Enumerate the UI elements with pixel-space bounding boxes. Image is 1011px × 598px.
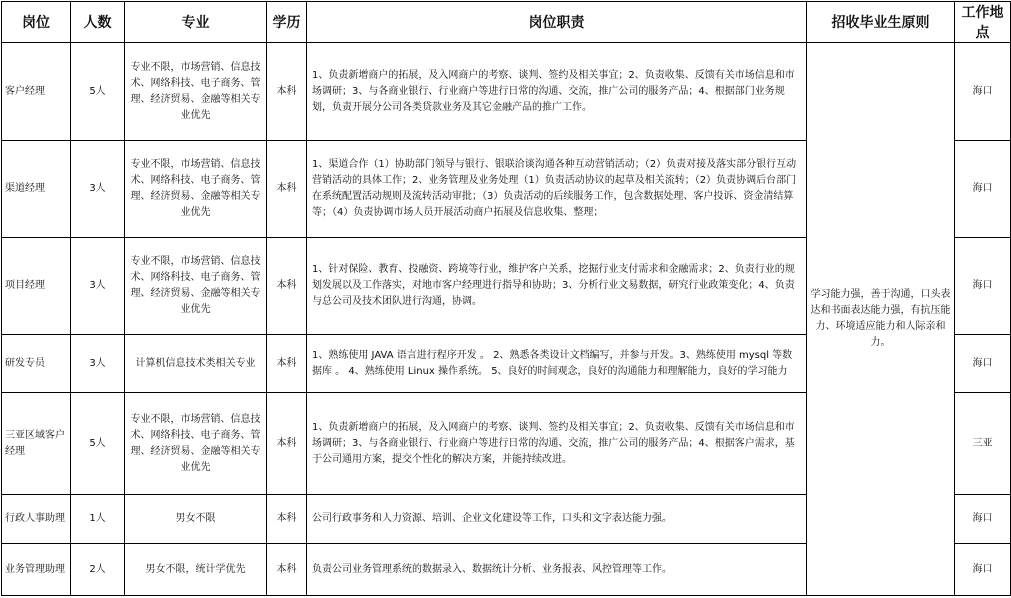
- cell-position: 研发专员: [2, 335, 71, 393]
- cell-position: 三亚区域客户经理: [2, 393, 71, 495]
- cell-duties: 公司行政事务和人力资源、培训、企业文化建设等工作，口头和文字表达能力强。: [307, 495, 807, 544]
- cell-location: 海口: [955, 495, 1011, 544]
- cell-major: 计算机信息技术类相关专业: [125, 335, 267, 393]
- header-row: [2, 2, 1011, 43]
- header-count: 人数: [71, 2, 125, 43]
- cell-major: 男女不限，统计学优先: [125, 544, 267, 596]
- cell-major: 专业不限，市场营销、信息技术、网络科技、电子商务、管理、经济贸易、金融等相关专业优先: [125, 43, 267, 141]
- cell-position: 项目经理: [2, 238, 71, 335]
- cell-education: 本科: [267, 141, 307, 238]
- cell-education: 本科: [267, 393, 307, 495]
- cell-count: 5人: [71, 43, 125, 141]
- header-duties: 岗位职责: [307, 2, 807, 43]
- cell-major: 专业不限，市场营销、信息技术、网络科技、电子商务、管理、经济贸易、金融等相关专业优先: [125, 141, 267, 238]
- cell-major: 专业不限，市场营销、信息技术、网络科技、电子商务、管理、经济贸易、金融等相关专业优先: [125, 393, 267, 495]
- cell-location: 三亚: [955, 393, 1011, 495]
- cell-count: 3人: [71, 335, 125, 393]
- cell-count: 2人: [71, 544, 125, 596]
- cell-education: 本科: [267, 238, 307, 335]
- cell-count: 3人: [71, 238, 125, 335]
- cell-major: 男女不限: [125, 495, 267, 544]
- header-principle: 招收毕业生原则: [807, 2, 955, 43]
- cell-position: 渠道经理: [2, 141, 71, 238]
- cell-location: 海口: [955, 238, 1011, 335]
- cell-position: 客户经理: [2, 43, 71, 141]
- cell-duties: 负责公司业务管理系统的数据录入、数据统计分析、业务报表、风控管理等工作。: [307, 544, 807, 596]
- cell-position: 业务管理助理: [2, 544, 71, 596]
- cell-location: 海口: [955, 141, 1011, 238]
- header-position: 岗位: [2, 2, 71, 43]
- cell-principle: 学习能力强，善于沟通，口头表达和书面表达能力强，有抗压能力、环境适应能力和人际亲和力。: [807, 43, 955, 596]
- cell-count: 3人: [71, 141, 125, 238]
- cell-education: 本科: [267, 335, 307, 393]
- recruitment-table: [1, 1, 1011, 596]
- cell-count: 5人: [71, 393, 125, 495]
- cell-location: 海口: [955, 335, 1011, 393]
- cell-location: 海口: [955, 43, 1011, 141]
- cell-major: 专业不限，市场营销、信息技术、网络科技、电子商务、管理、经济贸易、金融等相关专业优先: [125, 238, 267, 335]
- cell-count: 1人: [71, 495, 125, 544]
- header-location: 工作地点: [955, 2, 1011, 43]
- cell-education: 本科: [267, 495, 307, 544]
- cell-duties: 1、针对保险、教育、投融资、跨境等行业，维护客户关系，挖掘行业支付需求和金融需求；2、负责行业的规划发展以及工作落实，对地市客户经理进行指导和协助；3、分析行业文易数据，研究行业政策变化；4、负责与总公司及技术团队进行沟通，协调。: [307, 238, 807, 335]
- cell-location: 海口: [955, 544, 1011, 596]
- table-row: [2, 43, 1011, 141]
- cell-duties: 1、负责新增商户的拓展，及入网商户的考察、谈判、签约及相关事宜；2、负责收集、反馈有关市场信息和市场调研；3、与各商业银行、行业商户等进行日常的沟通、交流，推广公司的服务产品；4、根据客户需求，基于公司通用方案，提交个性化的解决方案，并能持续改进。: [307, 393, 807, 495]
- cell-position: 行政人事助理: [2, 495, 71, 544]
- cell-duties: 1、渠道合作（1）协助部门领导与银行、银联洽谈沟通各种互动营销活动；（2）负责对接及落实部分银行互动营销活动的具体工作；2、业务管理及业务处理（1）负责活动协议的起草及相关流转；（2）负责协调后台部门在系统配置活动规则及流转活动审批；（3）负责活动的后续服务工作，包含数据处理、客户投诉、资金清结算等；（4）负责协调市场人员开展活动商户拓展及信息收集、整理；: [307, 141, 807, 238]
- header-education: 学历: [267, 2, 307, 43]
- cell-education: 本科: [267, 43, 307, 141]
- cell-education: 本科: [267, 544, 307, 596]
- cell-duties: 1、负责新增商户的拓展，及入网商户的考察、谈判、签约及相关事宜；2、负责收集、反馈有关市场信息和市场调研；3、与各商业银行、行业商户等进行日常的沟通、交流，推广公司的服务产品；4、根据部门业务规划，负责开展分公司各类贷款业务及其它金融产品的推广工作。: [307, 43, 807, 141]
- cell-duties: 1、熟练使用 JAVA 语言进行程序开发 。 2、熟悉各类设计文档编写，并参与开发。3、熟练使用 mysql 等数据库 。 4、熟练使用 Linux 操作系统。 5、良好的时间观念，良好的沟通能力和理解能力，良好的学习能力: [307, 335, 807, 393]
- header-major: 专业: [125, 2, 267, 43]
